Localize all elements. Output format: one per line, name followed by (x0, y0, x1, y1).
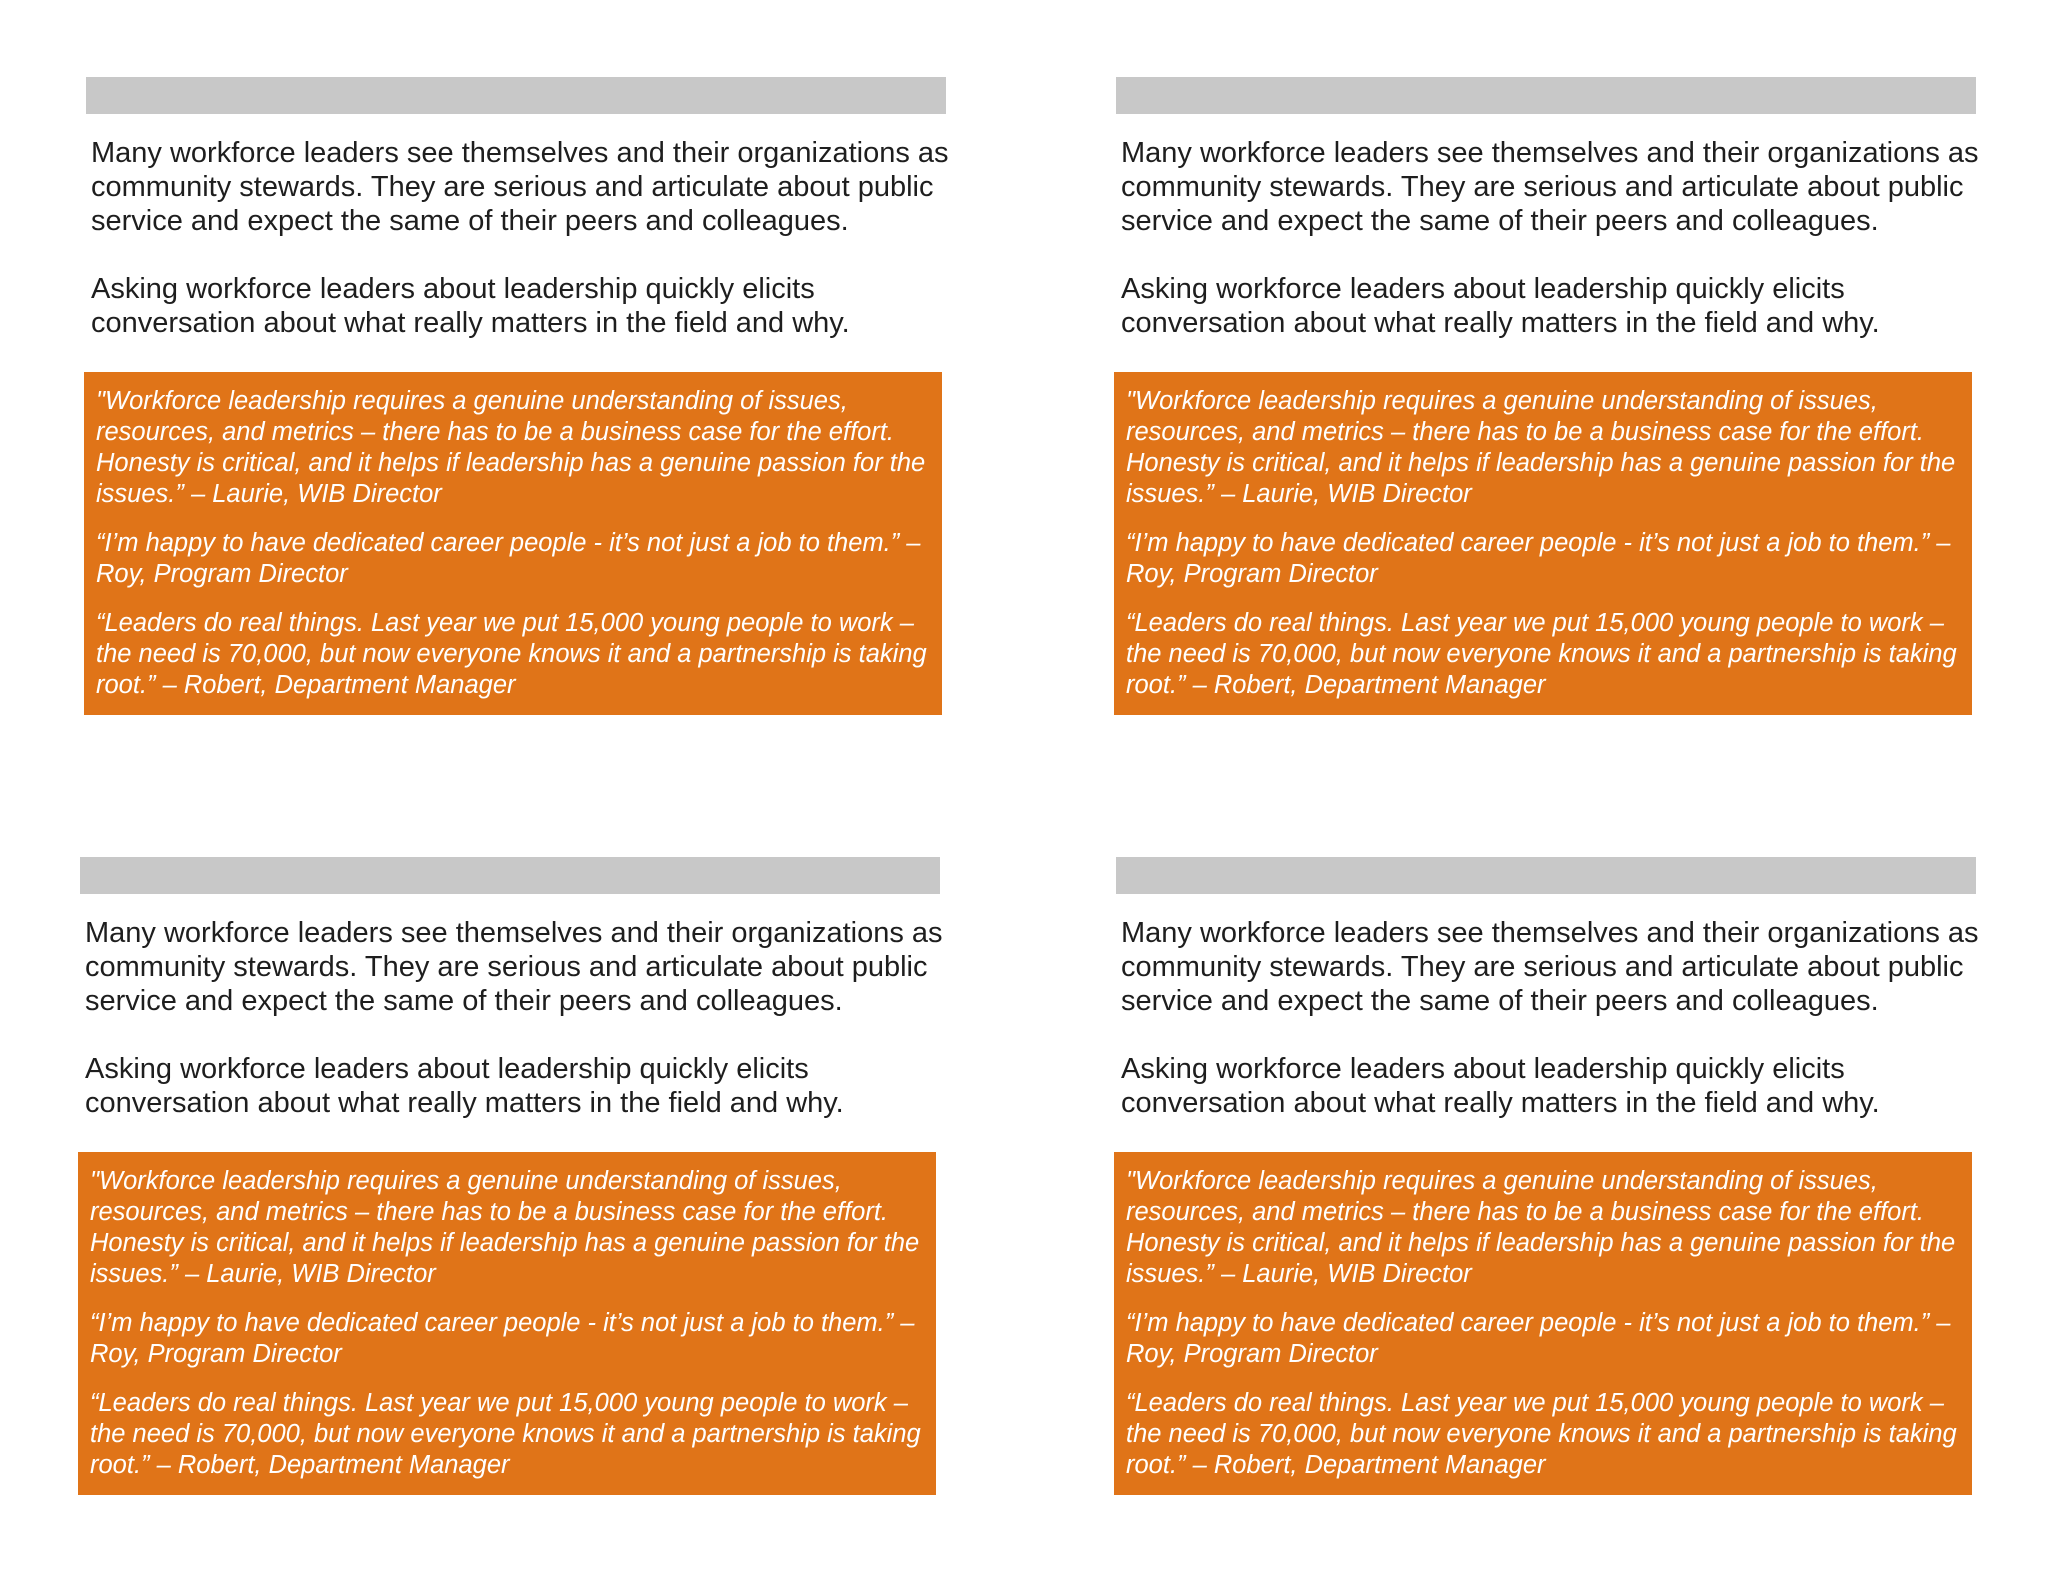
quote-robert: “Leaders do real things. Last year we put 15,000 young people to work – the need is 70,000, but now everyone knows it and a partnership is taking root.” – Robert, Department Manager (96, 609, 927, 699)
quote-robert: “Leaders do real things. Last year we put 15,000 young people to work – the need is 70,000, but now everyone knows it and a partnership is taking root.” – Robert, Department Manager (1126, 1389, 1957, 1479)
card-intro (1121, 916, 1981, 1120)
card-bottom-left (80, 857, 943, 1495)
quote-roy: “I’m happy to have dedicated career people - it’s not just a job to them.” – Roy, Program Director (1126, 529, 1951, 588)
card-intro (1121, 136, 1981, 340)
card-intro (91, 136, 951, 340)
intro-paragraph-leadership: Asking workforce leaders about leadership quickly elicits conversation about what really matters in the field and why. (85, 1053, 844, 1119)
quote-roy: “I’m happy to have dedicated career people - it’s not just a job to them.” – Roy, Program Director (96, 529, 921, 588)
card-header-bar (86, 77, 946, 114)
quote-laurie: "Workforce leadership requires a genuine understanding of issues, resources, and metrics – there has to be a business case for the effort. Honesty is critical, and it helps if leadership has a genuine passion for the issues.” – Laurie, WIB Director (1126, 1167, 1956, 1288)
intro-paragraph-leadership: Asking workforce leaders about leadership quickly elicits conversation about what really matters in the field and why. (1121, 273, 1880, 339)
intro-paragraph-stewards: Many workforce leaders see themselves and their organizations as community stewards. They are serious and articulate about public service and expect the same of their peers and colleagues. (91, 137, 949, 237)
intro-paragraph-stewards: Many workforce leaders see themselves and their organizations as community stewards. They are serious and articulate about public service and expect the same of their peers and colleagues. (1121, 917, 1979, 1017)
quote-robert: “Leaders do real things. Last year we put 15,000 young people to work – the need is 70,000, but now everyone knows it and a partnership is taking root.” – Robert, Department Manager (1126, 609, 1957, 699)
quote-box (84, 372, 942, 715)
card-top-left (86, 77, 949, 715)
quote-box (1114, 372, 1972, 715)
intro-paragraph-leadership: Asking workforce leaders about leadership quickly elicits conversation about what really matters in the field and why. (1121, 1053, 1880, 1119)
card-header-bar (1116, 857, 1976, 894)
quote-roy: “I’m happy to have dedicated career people - it’s not just a job to them.” – Roy, Program Director (1126, 1309, 1951, 1368)
quote-laurie: "Workforce leadership requires a genuine understanding of issues, resources, and metrics – there has to be a business case for the effort. Honesty is critical, and it helps if leadership has a genuine passion for the issues.” – Laurie, WIB Director (96, 387, 926, 508)
intro-paragraph-stewards: Many workforce leaders see themselves and their organizations as community stewards. They are serious and articulate about public service and expect the same of their peers and colleagues. (85, 917, 943, 1017)
card-bottom-right (1116, 857, 1979, 1495)
quote-box (78, 1152, 936, 1495)
card-top-right (1116, 77, 1979, 715)
card-header-bar (80, 857, 940, 894)
card-intro (85, 916, 945, 1120)
quote-robert: “Leaders do real things. Last year we put 15,000 young people to work – the need is 70,000, but now everyone knows it and a partnership is taking root.” – Robert, Department Manager (90, 1389, 921, 1479)
quote-roy: “I’m happy to have dedicated career people - it’s not just a job to them.” – Roy, Program Director (90, 1309, 915, 1368)
quote-laurie: "Workforce leadership requires a genuine understanding of issues, resources, and metrics – there has to be a business case for the effort. Honesty is critical, and it helps if leadership has a genuine passion for the issues.” – Laurie, WIB Director (1126, 387, 1956, 508)
quote-laurie: "Workforce leadership requires a genuine understanding of issues, resources, and metrics – there has to be a business case for the effort. Honesty is critical, and it helps if leadership has a genuine passion for the issues.” – Laurie, WIB Director (90, 1167, 920, 1288)
intro-paragraph-stewards: Many workforce leaders see themselves and their organizations as community stewards. They are serious and articulate about public service and expect the same of their peers and colleagues. (1121, 137, 1979, 237)
card-header-bar (1116, 77, 1976, 114)
intro-paragraph-leadership: Asking workforce leaders about leadership quickly elicits conversation about what really matters in the field and why. (91, 273, 850, 339)
quote-box (1114, 1152, 1972, 1495)
